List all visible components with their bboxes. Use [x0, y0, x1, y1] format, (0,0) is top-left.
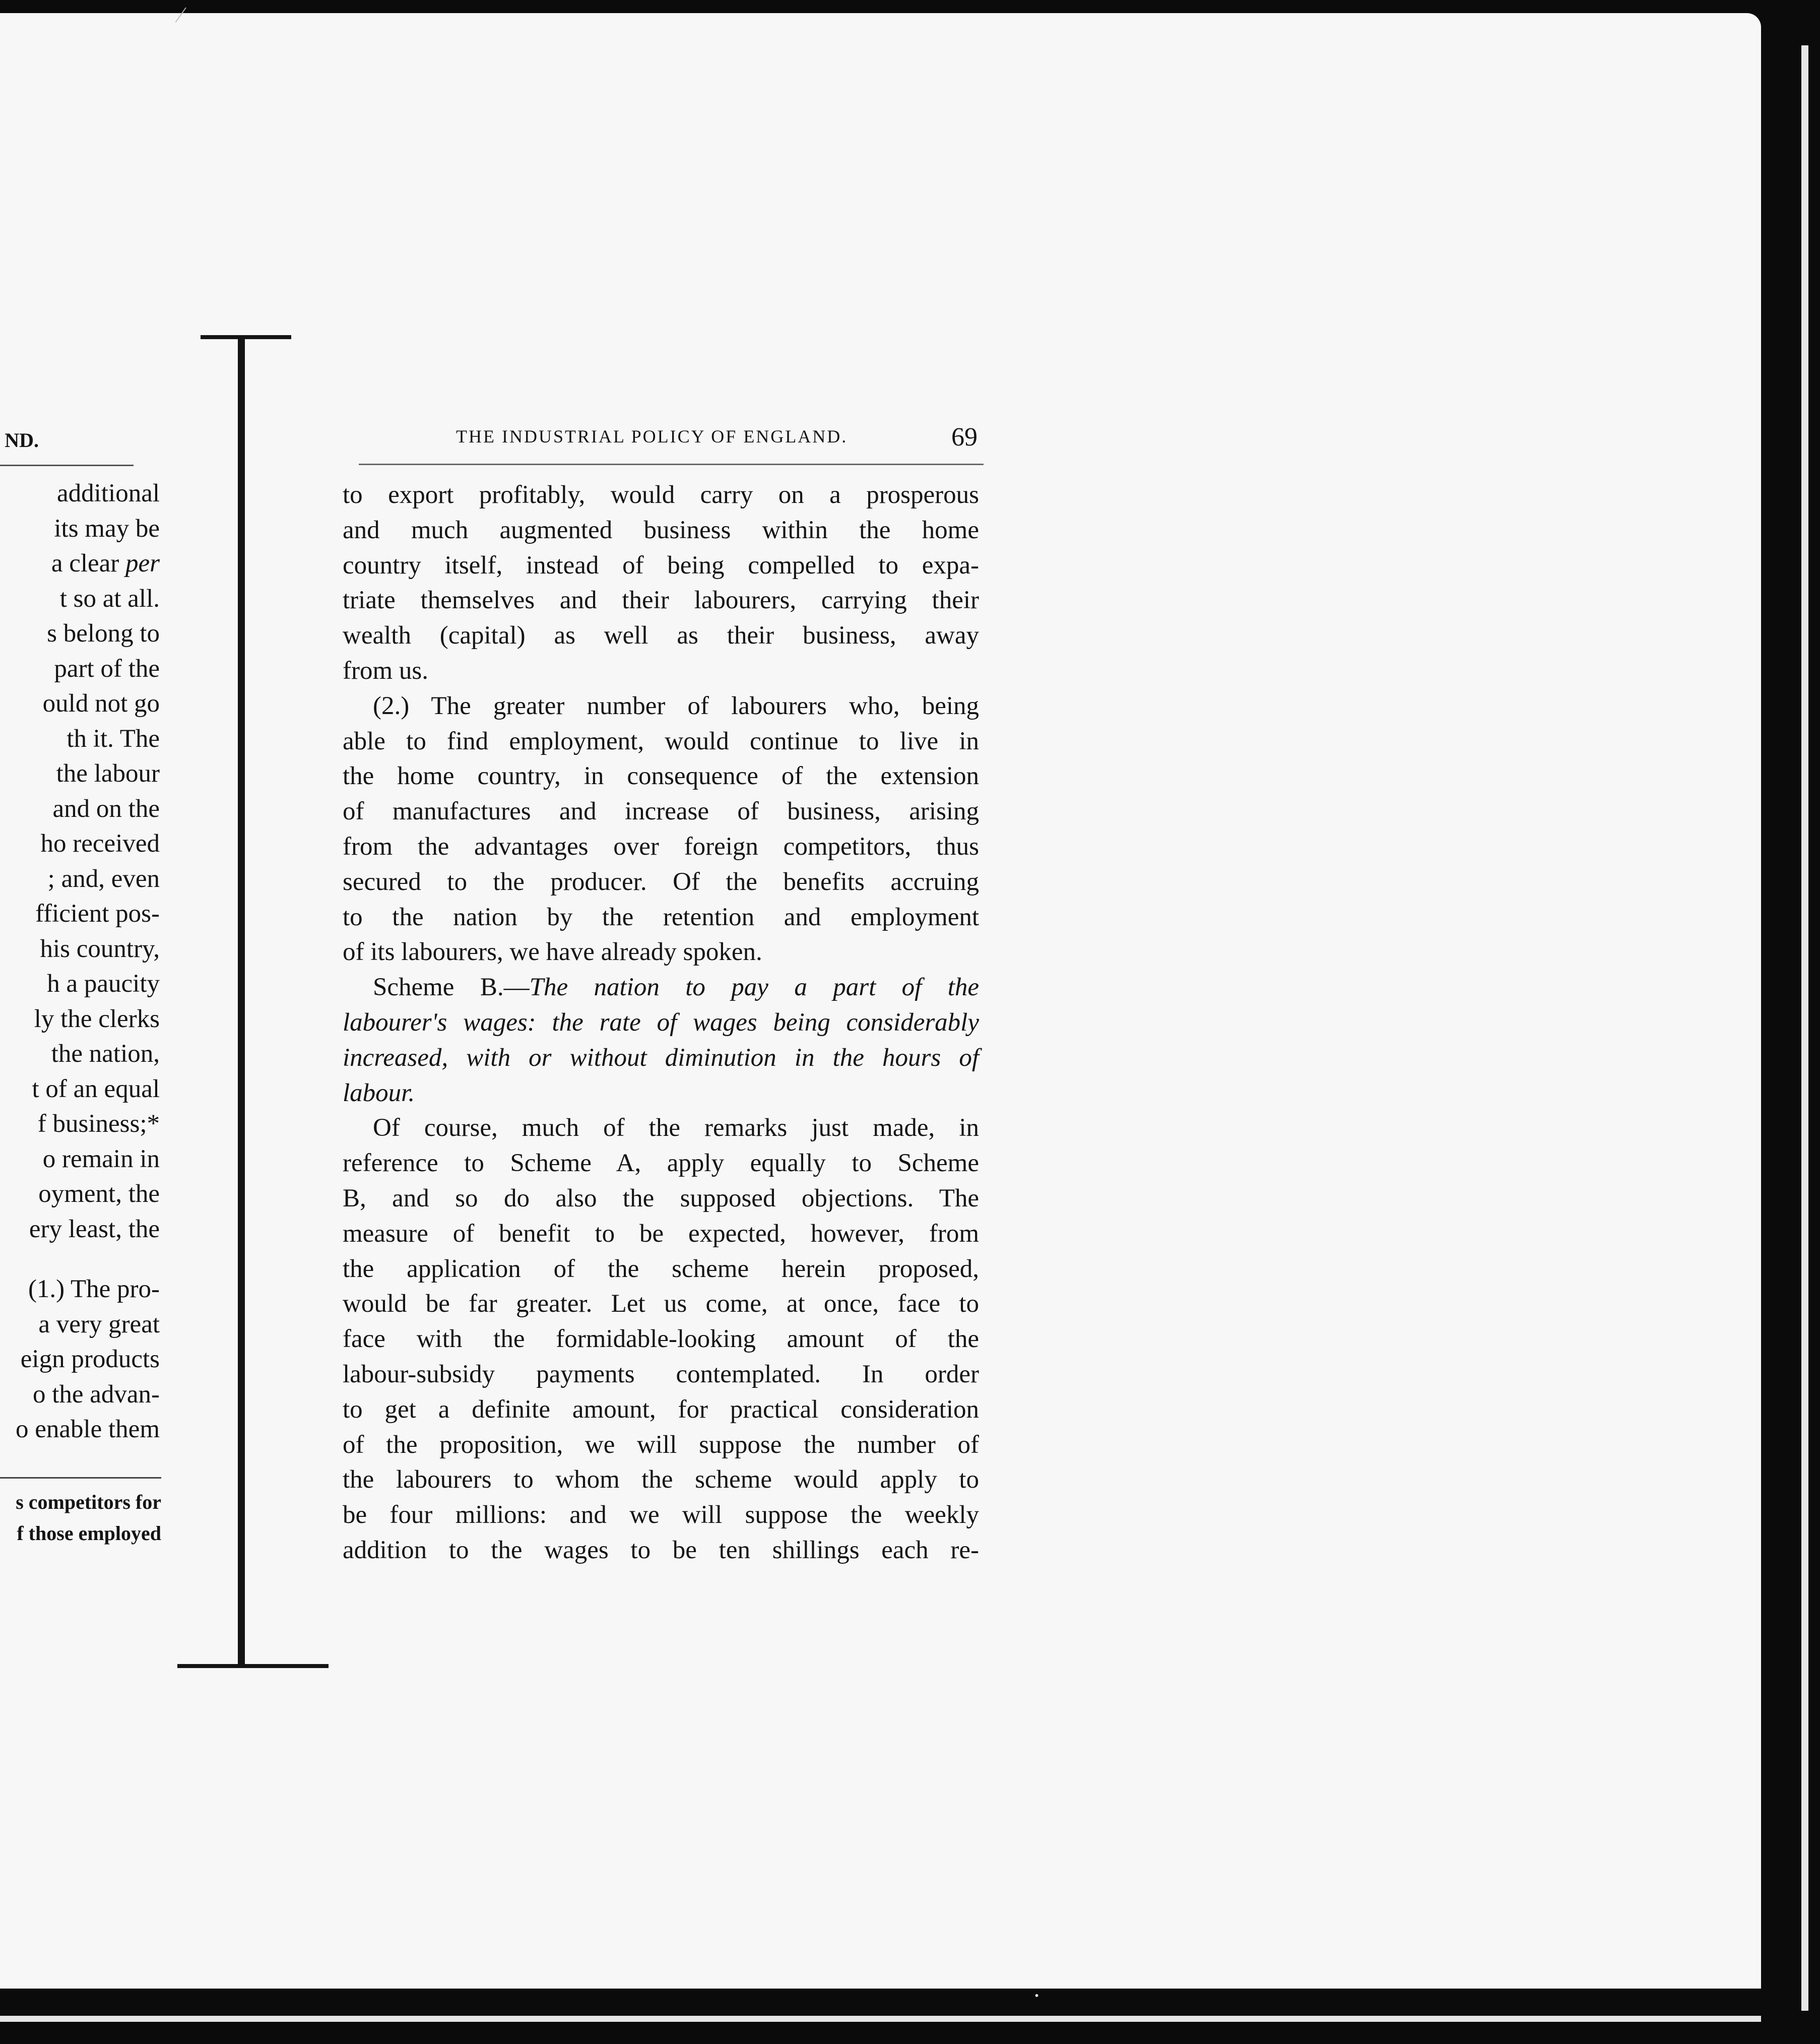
text-line: (2.) The greater number of labourers who, being: [373, 691, 979, 720]
text-line: B, and so do also the supposed objections. The: [343, 1184, 979, 1212]
text-line: part of the: [54, 654, 160, 683]
text-line: of the proposition, we will suppose the number of: [343, 1430, 979, 1459]
left-running-head: ND.: [5, 429, 39, 452]
scan-border-right-line: [1801, 45, 1808, 2011]
text-line: (1.) The pro-: [28, 1275, 160, 1303]
text-line: the application of the scheme herein proposed,: [343, 1254, 979, 1283]
scheme-b-label: Scheme B.—: [373, 973, 530, 1002]
scan-border-bottom-line: [0, 2016, 1761, 2022]
text-line: from us.: [343, 656, 428, 685]
text-line: secured to the producer. Of the benefits accruing: [343, 867, 979, 896]
paragraph-gap: [0, 1247, 160, 1272]
text-line: o the advan-: [32, 1380, 160, 1409]
text-line: increased, with or without diminution in the hours of: [343, 1043, 979, 1072]
text-line: face with the formidable-looking amount of the: [343, 1325, 979, 1354]
left-footnote: [0, 1487, 161, 1549]
text-line: of manufactures and increase of business, arising: [343, 797, 979, 826]
gutter-bracket-bottom: [177, 1664, 329, 1668]
running-head: THE INDUSTRIAL POLICY OF ENGLAND.: [456, 426, 848, 446]
text-line: t so at all.: [59, 584, 160, 613]
left-head-rule: [0, 465, 134, 466]
text-line: addition to the wages to be ten shillings each re-: [343, 1536, 979, 1564]
text-line: o remain in: [42, 1144, 160, 1173]
text-line: labour-subsidy payments contemplated. In order: [343, 1360, 979, 1388]
scan-border-right: [1761, 0, 1820, 2044]
right-page-text: [343, 478, 979, 1568]
text-line: his country,: [40, 934, 160, 963]
text-line: and much augmented business within the home: [343, 516, 979, 544]
text-line: ould not go: [42, 689, 160, 718]
left-page: [0, 0, 166, 1713]
text-line: a clear per: [51, 549, 160, 578]
text-line: a very great: [38, 1310, 160, 1338]
text-line: t of an equal: [32, 1074, 160, 1103]
scheme-b-heading: [343, 970, 979, 1005]
text-line: ho received: [40, 829, 160, 858]
text-line: h a paucity: [47, 970, 160, 998]
text-line: would be far greater. Let us come, at once, face to: [343, 1290, 979, 1318]
head-rule: [359, 464, 984, 465]
text-line: be four millions: and we will suppose the weekly: [343, 1501, 979, 1529]
text-line: measure of benefit to be expected, however, from: [343, 1219, 979, 1248]
text-line: the nation,: [51, 1040, 160, 1068]
text-line: from the advantages over foreign competitors, thus: [343, 832, 979, 861]
text-line: labour.: [343, 1078, 415, 1107]
text-line: o enable them: [15, 1415, 160, 1443]
text-line: country itself, instead of being compelled to expa-: [343, 551, 979, 580]
text-line: triate themselves and their labourers, carrying their: [343, 586, 979, 615]
text-line: ; and, even: [47, 864, 160, 893]
text-line: oyment, the: [38, 1180, 160, 1208]
footnote-rule: [0, 1477, 161, 1479]
text-line: wealth (capital) as well as their business, away: [343, 621, 979, 650]
text-line: able to find employment, would continue to live in: [343, 727, 979, 755]
footnote-line: f those employed: [17, 1522, 161, 1545]
text-line: f business;*: [37, 1110, 160, 1138]
text-line: to export profitably, would carry on a prosperous: [343, 481, 979, 509]
footnote-line: s competitors for: [16, 1491, 161, 1513]
left-page-text: [0, 476, 160, 1447]
gutter-bracket-stem: [238, 337, 245, 1666]
gutter-bracket-top: [201, 335, 291, 339]
text-line: ly the clerks: [34, 1004, 160, 1033]
text-line: to get a definite amount, for practical consideration: [343, 1395, 979, 1424]
text-line: eign products: [20, 1345, 160, 1373]
text-line: fficient pos-: [35, 900, 160, 928]
text-line: reference to Scheme A, apply equally to Scheme: [343, 1149, 979, 1178]
text-line: the home country, in consequence of the extension: [343, 762, 979, 791]
text-line: additional: [57, 479, 160, 507]
text-line: its may be: [54, 514, 160, 543]
scan-speck-icon: ⋅: [1033, 1984, 1041, 2008]
text-line: labourer's wages: the rate of wages being considerably: [343, 1008, 979, 1037]
scan-speck-icon: ⁄: [179, 3, 183, 27]
text-line: the labour: [56, 759, 160, 788]
page-number: 69: [951, 423, 978, 452]
text-line: and on the: [52, 794, 160, 823]
scheme-b-title: The nation to pay a part of the: [529, 973, 979, 1002]
text-line: th it. The: [67, 724, 160, 753]
text-line: to the nation by the retention and employment: [343, 903, 979, 931]
text-line: Of course, much of the remarks just made, in: [373, 1114, 979, 1142]
text-line: s belong to: [47, 619, 160, 648]
text-line: ery least, the: [29, 1215, 160, 1243]
text-line: the labourers to whom the scheme would apply to: [343, 1465, 979, 1494]
text-line: of its labourers, we have already spoken.: [343, 938, 762, 967]
